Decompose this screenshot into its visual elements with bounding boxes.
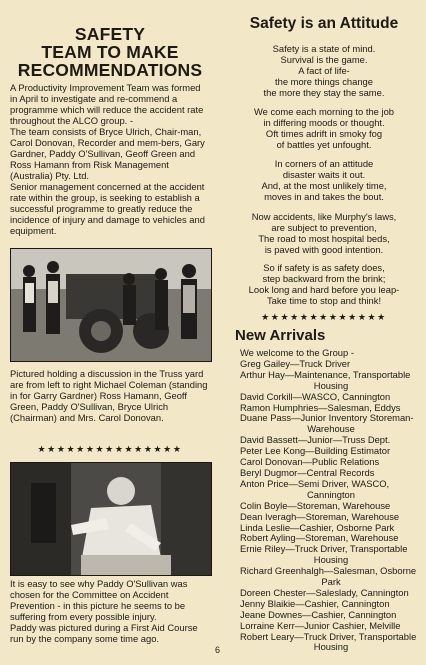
arrival-entry: Anton Price—Semi Driver, WASCO, bbox=[240, 477, 390, 489]
arrivals-intro: We welcome to the Group - bbox=[240, 347, 354, 358]
arrival-continuation: Housing bbox=[313, 554, 349, 566]
poem-line: disaster waits it out. bbox=[282, 169, 366, 180]
arrival-entry: Robert Ayling—Storeman, Warehouse bbox=[240, 532, 399, 544]
arrival-continuation: Housing bbox=[313, 379, 349, 391]
right-divider-stars: ★★★★★★★★★★★★★ bbox=[261, 312, 387, 322]
arrival-entry: David Corkill—WASCO, Cannington bbox=[240, 390, 391, 402]
article-body bbox=[10, 82, 210, 236]
arrival-entry: Peter Lee Kong—Building Estimator bbox=[240, 445, 391, 457]
poem-line: We come each morning to the job bbox=[253, 106, 394, 117]
first-aid-caption-paragraph-1: It is easy to see why Paddy O'Sullivan was chosen for the Committee on Accident Prevention - in this picture he seems to be suffering from every possible injury. bbox=[10, 578, 188, 622]
poem-line: step backward from the brink; bbox=[262, 273, 386, 284]
poem-stanza-2 bbox=[228, 106, 420, 150]
arrival-entry: Duane Pass—Junior Inventory Storeman- bbox=[240, 412, 414, 424]
arrival-continuation: Housing bbox=[313, 641, 349, 653]
page-number: 6 bbox=[215, 645, 221, 655]
arrival-entry: Doreen Chester—Saleslady, Cannington bbox=[240, 586, 409, 598]
arrival-entry: Beryl Dugmor—Central Records bbox=[240, 466, 375, 478]
arrival-entry: Ernie Riley—Truck Driver, Transportable bbox=[240, 543, 408, 555]
first-aid-caption bbox=[10, 578, 210, 644]
poem-line: Oft times adrift in smoky fog bbox=[265, 128, 383, 139]
poem-line: The road to most hospital beds, bbox=[258, 233, 390, 244]
arrival-entry: Dean Iveragh—Storeman, Warehouse bbox=[240, 510, 400, 522]
poem-line: are subject to prevention, bbox=[271, 222, 377, 233]
poem-line: Safety is a state of mind. bbox=[272, 43, 376, 54]
poem-line: is paved with good intention. bbox=[264, 244, 384, 255]
article-paragraph-2: The team consists of Bryce Ulrich, Chair-man, Carol Donovan, Recorder and mem-bers, Gary Gardner, Paddy O'Sullivan, Geoff Green and Ross Hamann from Risk Management (Australia) Pty. Ltd. bbox=[10, 126, 205, 181]
arrival-entry: David Bassett—Junior—Truss Dept. bbox=[240, 434, 391, 446]
arrival-entry: Richard Greenhalgh—Salesman, Osborne bbox=[240, 565, 417, 577]
left-divider-stars: ★★★★★★★★★★★★★★★ bbox=[37, 444, 183, 454]
poem-title: Safety is an Attitude bbox=[249, 15, 399, 32]
arrival-entry: Arthur Hay—Maintenance, Transportable bbox=[240, 368, 411, 380]
headline-line-1: SAFETY bbox=[74, 24, 146, 44]
poem-line: moves in and takes the bout. bbox=[264, 191, 384, 202]
poem-stanza-3 bbox=[228, 158, 420, 202]
poem-line: In corners of an attitude bbox=[274, 158, 374, 169]
first-aid-photo bbox=[10, 462, 212, 576]
arrival-entry: Lorraine Kerr—Junior Cashier, Melville bbox=[240, 619, 401, 631]
arrival-entry: Carol Donovan—Public Relations bbox=[240, 456, 380, 468]
poem-line: So if safety is as safety does, bbox=[263, 262, 385, 273]
first-aid-photo-image bbox=[11, 463, 211, 575]
group-photo bbox=[10, 248, 212, 362]
arrival-continuation: Warehouse bbox=[307, 423, 355, 435]
poem-line: Survival is the game. bbox=[280, 54, 368, 65]
poem-line: A fact of life- bbox=[298, 65, 350, 76]
article-paragraph-3: Senior management concerned at the accident rate within the group, is seeking to establish a successful programme to greatly reduce the incidence of injury and damage to vehicles and equipment. bbox=[10, 181, 205, 236]
new-arrivals-list bbox=[240, 348, 422, 653]
poem-line: the more they stay the same. bbox=[263, 87, 385, 98]
arrival-entry: Ramon Humphries—Salesman, Eddys bbox=[240, 401, 401, 413]
poem-stanza-4 bbox=[228, 211, 420, 255]
arrival-entry: Colin Boyle—Storeman, Warehouse bbox=[240, 499, 391, 511]
arrival-entry: Greg Gailey—Truck Driver bbox=[240, 357, 351, 369]
poem-line: And, at the most unlikely time, bbox=[261, 180, 387, 191]
new-arrivals-title: New Arrivals bbox=[235, 327, 326, 344]
poem-line: the more things change bbox=[275, 76, 373, 87]
group-photo-caption: Pictured holding a discussion in the Truss yard are from left to right Michael Coleman (standing in for Garry Gardner) Ross Hamann, Geoff Green, Paddy O'Sullivan, Bryce Ulrich (Chairman) and Mrs. Carol Donovan. bbox=[10, 368, 208, 423]
poem-stanza-1 bbox=[228, 43, 420, 98]
poem-line: Take time to stop and think! bbox=[266, 295, 382, 306]
arrival-entry: Linda Leslie—Cashier, Osborne Park bbox=[240, 521, 395, 533]
poem-line: Look long and hard before you leap- bbox=[248, 284, 400, 295]
headline-line-3: RECOMMENDATIONS bbox=[17, 60, 203, 80]
arrival-entry: Robert Leary—Truck Driver, Transportable bbox=[240, 630, 417, 642]
group-photo-image bbox=[11, 249, 211, 361]
first-aid-caption-paragraph-2: Paddy was pictured during a First Aid Course run by the company some time ago. bbox=[10, 622, 198, 644]
article-paragraph-1: A Productivity Improvement Team was formed in April to investigate and re-commend a programme which will reduce the accident rate throughout the ALCO group. - bbox=[10, 82, 204, 126]
poem-stanza-5 bbox=[228, 262, 420, 306]
poem-line: of battles yet unfought. bbox=[276, 139, 372, 150]
article-headline bbox=[10, 25, 210, 79]
arrival-continuation: Cannington bbox=[307, 488, 355, 500]
poem-line: in differing moods or thought. bbox=[263, 117, 385, 128]
arrival-entry: Jeane Downes—Cashier, Cannington bbox=[240, 608, 397, 620]
headline-line-2: TEAM TO MAKE bbox=[41, 42, 179, 62]
poem-line: Now accidents, like Murphy's laws, bbox=[251, 211, 397, 222]
arrival-continuation: Park bbox=[321, 576, 341, 588]
arrival-entry: Jenny Blaikie—Cashier, Cannington bbox=[240, 597, 390, 609]
